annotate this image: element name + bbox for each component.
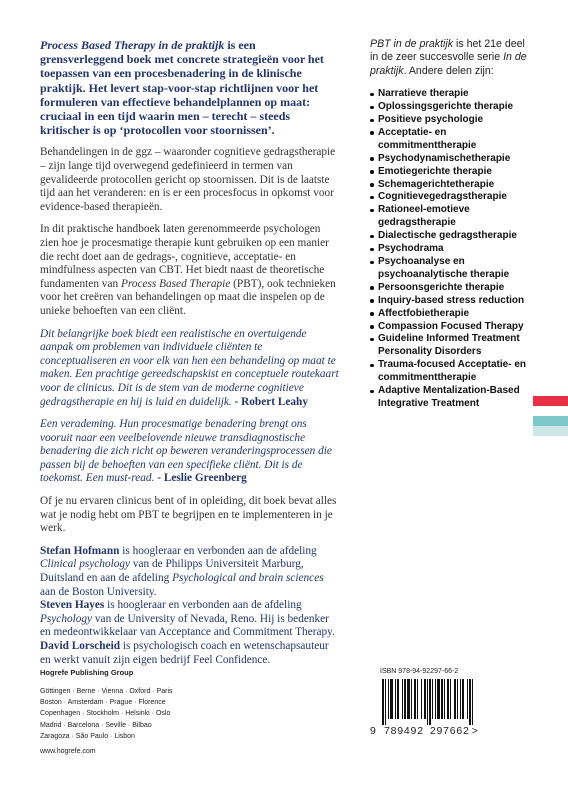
paragraph-2-text-b: (PBT), ook technieken voor het creëren van behandelingen op maat die inspelen op de unieke behoeften van een cliënt.	[40, 277, 336, 317]
barcode-bar	[427, 679, 428, 725]
barcode-bar	[454, 679, 456, 719]
book-list-item: Oplossingsgerichte therapie	[370, 101, 532, 114]
bio-italic: Psychology	[40, 612, 93, 625]
barcode-bar	[421, 679, 422, 719]
quote-greenberg	[40, 418, 340, 486]
author-name: David Lorscheid	[40, 640, 121, 653]
barcode-bar	[397, 679, 399, 719]
color-stripe	[533, 416, 568, 426]
color-stripe	[533, 396, 568, 406]
publisher-city-line: Madrid · Barcelona · Seville · Bilbao	[40, 721, 152, 729]
barcode-bar	[411, 679, 412, 719]
book-list-item: Psychoanalyse en psychoanalytische therapie	[370, 256, 532, 282]
barcode-bar	[414, 679, 416, 719]
book-list-item: Cognitievegedragstherapie	[370, 191, 532, 204]
barcode-block	[370, 668, 530, 737]
barcode-bar	[435, 679, 436, 719]
bio-hofmann	[40, 545, 340, 599]
barcode-digit-first: 9	[370, 725, 376, 737]
book-list-item: Guideline Informed Treatment Personality Disorders	[370, 333, 532, 359]
book-list-item: Trauma-focused Acceptatie- en commitmenttherapie	[370, 359, 532, 385]
author-name: Stefan Hofmann	[40, 544, 120, 557]
paragraph-2-text-a: In dit praktische handboek laten gerenommeerde psychologen zien hoe je procesmatige therapie kunt gebruiken op een manier die recht doet aan de gedrags-, cognitieve, acceptatie- en mindfulness aspecten van CBT. Het biedt naast de theoretische fundamenten van	[40, 223, 329, 290]
publisher-cities	[40, 686, 210, 742]
color-stripe	[533, 426, 568, 436]
book-list-item: Compassion Focused Therapy	[370, 321, 532, 334]
bio-text: aan de Boston University.	[40, 585, 157, 598]
color-stripe	[533, 406, 568, 416]
isbn-label: ISBN 978-94-92297-66-2	[380, 668, 459, 675]
publisher-city-line: Boston · Amsterdam · Prague · Florence	[40, 699, 166, 707]
barcode	[370, 679, 510, 725]
barcode-bar	[382, 679, 384, 725]
book-list-item: Schemagerichtetherapie	[370, 179, 532, 192]
bio-text: is psychologisch coach en wetenschapsauteur en werkt vanuit zijn eigen bedrijf Feel Confidence.	[40, 640, 329, 666]
publisher-website: www.hogrefe.com	[40, 748, 96, 756]
bio-text: van de Philipps Universiteit Marburg, Duitsland en aan de afdeling	[40, 558, 304, 585]
bio-hayes	[40, 599, 340, 640]
color-stripes	[533, 396, 568, 436]
book-list-item: Inquiry-based stress reduction	[370, 295, 532, 308]
barcode-digits	[370, 725, 530, 737]
book-list	[370, 88, 532, 411]
quote-text: Een verademing. Hun procesmatige benadering brengt ons vooruit naar een veelbelovende nieuwe transdiagnostische benadering die zich richt op beweren veranderingsprocessen die passen bij de behoeften van een specifieke cliënt. Dit is de toekomst. Een must-read.	[40, 418, 332, 485]
book-list-item: Dialectische gedragstherapie	[370, 230, 532, 243]
barcode-bar	[460, 679, 461, 719]
barcode-bar	[450, 679, 451, 719]
barcode-digit-group-1: 789492	[384, 725, 424, 737]
paragraph-3: Of je nu ervaren clinicus bent of in opleiding, dit boek bevat alles wat je nodig hebt om PBT te begrijpen en te implementeren in je werk.	[40, 495, 337, 535]
barcode-bar	[472, 679, 473, 725]
paragraph-1: Behandelingen in de ggz – waaronder cognitieve gedragstherapie – zijn lange tijd overwegend gedefinieerd in termen van gevalideerde protocollen gericht op stoornissen. Dit is de laatste tijd aan het veranderen: en is er een procesfocus in opkomst voor evidence-based therapieën.	[40, 146, 336, 213]
bio-text: is hoogleraar en verbonden aan de afdeling	[104, 599, 302, 612]
barcode-bar	[437, 679, 440, 719]
series-title: PBT in de praktijk	[370, 38, 454, 50]
paragraph-2	[40, 223, 340, 318]
bio-text: van de University of Nevada, Reno. Hij is bedenker en medeontwikkelaar van Acceptance and Commitment Therapy.	[40, 612, 335, 639]
intro-paragraph	[40, 38, 340, 137]
bio-lorscheid	[40, 640, 340, 667]
series-text: is het 21e deel in de zeer succesvolle serie	[370, 38, 525, 64]
intro-text: is een grensverleggend boek met concrete strategieën voor het toepassen van een procesbenadering in de klinische praktijk. Het levert stap-voor-stap richtlijnen voor het formuleren van effectieve behandelplannen op maat: cruciaal in een tijd waarin men – terecht – steeds kritischer is op ‘protocollen voor stoornissen’.	[40, 38, 324, 138]
barcode-bar	[447, 679, 449, 719]
book-list-item: Positieve psychologie	[370, 114, 532, 127]
left-column	[40, 38, 340, 667]
publisher-city-line: Copenhagen · Stockholm · Helsinki · Oslo	[40, 710, 171, 718]
book-list-item: Emotiegerichte therapie	[370, 166, 532, 179]
barcode-bar	[404, 679, 406, 719]
book-list-item: Acceptatie- en commitmenttherapie	[370, 127, 532, 153]
author-name: Steven Hayes	[40, 599, 105, 612]
book-list-item: Rationeel-emotieve gedragstherapie	[370, 204, 532, 230]
series-name: In de praktijk	[370, 51, 527, 77]
series-intro	[370, 38, 532, 78]
book-list-item: Psychodrama	[370, 243, 532, 256]
barcode-bar	[388, 679, 389, 719]
book-list-item: Psychodynamischetherapie	[370, 153, 532, 166]
barcode-bar	[390, 679, 393, 719]
quote-leahy	[40, 328, 340, 410]
barcode-digit-group-2: 297662	[429, 725, 470, 737]
bio-italic: Clinical psychology	[40, 558, 131, 571]
barcode-bar	[424, 679, 426, 719]
publisher-city-line: Zaragoza · São Paulo · Lisbon	[40, 732, 135, 740]
barcode-bar	[395, 679, 396, 719]
bio-text: is hoogleraar en verbonden aan de afdeling	[119, 544, 317, 557]
barcode-bar	[385, 679, 386, 725]
right-column	[370, 38, 532, 411]
barcode-arrow: >	[471, 725, 478, 737]
publisher-name: Hogrefe Publishing Group	[40, 668, 134, 677]
book-list-item: Persoonsgerichte therapie	[370, 282, 532, 295]
book-list-item: Narratieve therapie	[370, 88, 532, 101]
barcode-bar	[469, 679, 471, 725]
book-list-item: Adaptive Mentalization-Based Integrative Treatment	[370, 385, 532, 411]
barcode-bar	[407, 679, 410, 719]
barcode-bar	[444, 679, 445, 719]
barcode-bar	[457, 679, 458, 719]
bio-italic: Psychological and brain sciences	[172, 572, 324, 585]
quote-author: - Leslie Greenberg	[154, 472, 247, 485]
barcode-bar	[402, 679, 403, 719]
publisher-block	[40, 668, 210, 755]
barcode-bar	[429, 679, 431, 725]
intro-title: Process Based Therapy in de praktijk	[40, 38, 225, 52]
barcode-bar	[441, 679, 443, 719]
barcode-bar	[417, 679, 418, 719]
quote-text: Dit belangrijke boek biedt een realistische en overtuigende aanpak om problemen van individuele cliënten te conceptualiseren en voor elk van hen een behandeling op maat te maken. Een prachtige gereedschapskist en conceptuele routekaart voor de clinicus. Dit is de stem van de moderne cognitieve gedragstherapie en hij is luid en duidelijk.	[40, 327, 339, 408]
barcode-bar	[432, 679, 433, 719]
publisher-city-line: Göttingen · Berne · Vienna · Oxford · Paris	[40, 688, 173, 695]
series-text: . Andere delen zijn:	[403, 64, 494, 77]
barcode-bar	[462, 679, 464, 719]
book-list-item: Affectfobietherapie	[370, 308, 532, 321]
barcode-bar	[467, 679, 468, 719]
paragraph-2-italic: Process Based Therapie	[120, 277, 231, 290]
quote-author: - Robert Leahy	[231, 395, 308, 408]
